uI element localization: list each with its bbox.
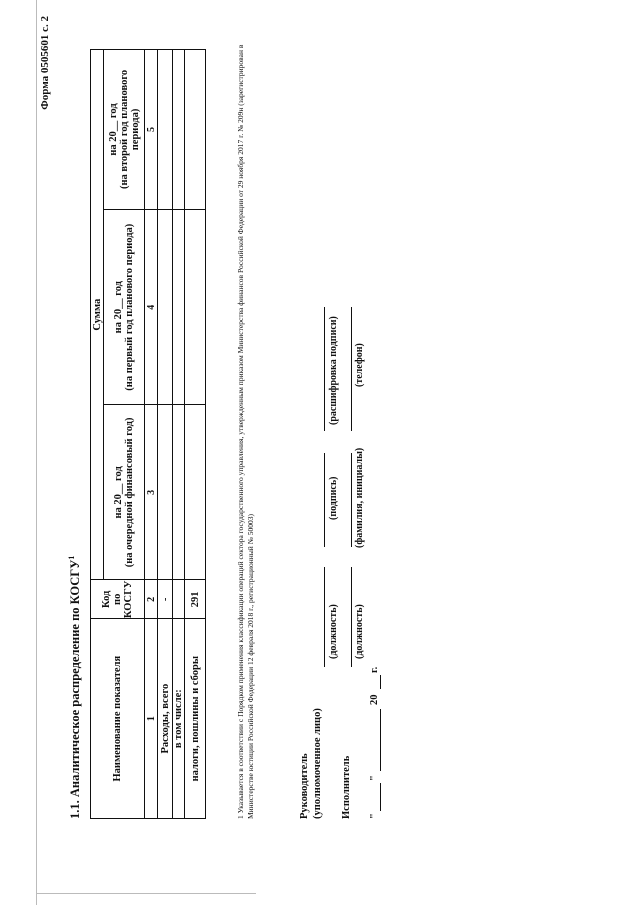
section-title: 1.1. Аналитическое распределение по КОСГУ$^1$ [67,555,83,819]
head-position-caption: (должность) [328,604,339,659]
table-row [158,50,173,819]
row-value-3[interactable] [158,50,173,210]
col-number-1: 1 [145,619,158,819]
kosgu-table [90,49,206,819]
date-month-line [380,709,381,771]
header-sum: Сумма [91,50,104,580]
table-header-row [91,50,104,819]
footnote: 1 Указывается в соответствии с Порядком применения классификации операций сектора государственного управления, утвержденным приказом Министерства финансов Российской Федерации от 29 ноября 2017 г. № 209н (зарегистрирован в Министерстве юстиции Российской Федерации 12 февраля 2018 г., регистрационный № 50003) [236,44,256,819]
row-code [173,580,185,619]
header-year-2: на 20__ год (на первый год планового периода) [104,209,145,405]
head-signature-caption: (подпись) [328,476,339,520]
executor-position-caption: (должность) [354,604,365,659]
executor-label: Исполнитель [341,755,352,819]
head-label: Руководитель [299,753,310,819]
date-open-quote: " [369,813,380,819]
head-decode-caption: (расшифровка подписи) [328,316,339,425]
row-code: - [158,580,173,619]
date-day-line [380,783,381,811]
table-row [185,50,206,819]
form-code: Форма 0505601 с. 2 [39,16,51,110]
row-value-1[interactable] [158,405,173,580]
date-year-suffix: г. [369,666,380,673]
row-name: налоги, пошлины и сборы [185,619,206,819]
head-decode-line [324,307,325,431]
table-row [173,50,185,819]
executor-name-line [351,453,352,547]
row-value-3[interactable] [185,50,206,210]
executor-phone-line [351,307,352,431]
row-value-3 [173,50,185,210]
row-name: в том числе: [173,619,185,819]
col-number-2: 2 [145,580,158,619]
row-value-2[interactable] [185,209,206,405]
section-title-footnote-mark: 1 [67,555,76,560]
col-number-4: 4 [145,209,158,405]
header-year-1: на 20__ год (на очередной финансовый год) [104,405,145,580]
date-year-line [380,675,381,689]
executor-name-caption: (фамилия, инициалы) [354,447,365,548]
executor-phone-caption: (телефон) [354,343,365,387]
column-number-row [145,50,158,819]
head-sublabel: (уполномоченное лицо) [312,708,323,819]
col-number-5: 5 [145,50,158,210]
head-signature-line [324,453,325,547]
head-position-line [324,567,325,667]
row-value-2 [173,209,185,405]
row-name: Расходы, всего [158,619,173,819]
row-value-1 [173,405,185,580]
row-code: 291 [185,580,206,619]
date-close-quote: " [369,775,380,781]
col-number-3: 3 [145,405,158,580]
header-name: Наименование показателя [91,619,145,819]
row-value-2[interactable] [158,209,173,405]
date-year-prefix: 20 [369,694,380,705]
row-value-1[interactable] [185,405,206,580]
header-code: Код по КОСГУ [91,580,145,619]
header-year-3: на 20__ год (на второй год планового периода) [104,50,145,210]
executor-position-line [351,567,352,667]
